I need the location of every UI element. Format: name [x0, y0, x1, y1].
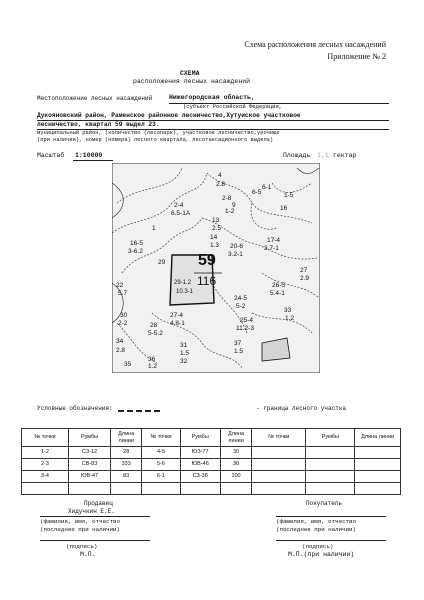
map-label: 1.5 [234, 348, 244, 355]
hint-line-1: муниципальный район, (количество (лесопарк), участковое лесничество,урочище [37, 130, 280, 136]
table-cell: 4-5 [142, 447, 180, 459]
map-label: 29-1.2 [174, 280, 192, 286]
forest-line: лесничество, квартал 59 выдел 23. [37, 121, 160, 128]
map-label: 3.2-1 [228, 251, 243, 258]
map-label: 5-2 [236, 303, 246, 310]
table-header: Длина линии [111, 429, 142, 447]
table-cell: 5-6 [142, 459, 180, 471]
map-label: 4 [218, 172, 222, 179]
map-label: 1.3 [210, 242, 220, 249]
table-cell [220, 483, 251, 495]
table-cell: 100 [220, 471, 251, 483]
table-cell: ЮЗ-77 [180, 447, 220, 459]
map-label: 2.8 [216, 181, 226, 188]
bearings-table [21, 428, 401, 495]
buyer-label: Покупатель [306, 500, 343, 507]
table-cell: 83 [111, 471, 142, 483]
table-cell: 30 [220, 459, 251, 471]
table-header: Длина линии [355, 429, 401, 447]
map-label: 1.2 [148, 363, 158, 370]
seller-name-underline [40, 516, 150, 517]
document-title: Схема расположения лесных насаждений [244, 40, 386, 49]
table-cell [142, 483, 180, 495]
table-header: Румбы [68, 429, 110, 447]
map-label: 5.7 [118, 290, 128, 297]
table-row [22, 471, 401, 483]
map-label: 6.5-1A [171, 210, 191, 217]
region-hint: (субъект Российской Федерации, [183, 103, 283, 110]
table-cell [252, 459, 306, 471]
table-cell [252, 447, 306, 459]
table-header: № точки [252, 429, 306, 447]
table-row [22, 447, 401, 459]
table-cell [252, 471, 306, 483]
map-label: 27-4 [170, 312, 184, 319]
map-label: 2.5 [212, 225, 222, 232]
table-header: № точки [142, 429, 180, 447]
map-label: 36 [148, 356, 156, 363]
table-header: Румбы [306, 429, 355, 447]
table-cell: ЮВ-47 [68, 471, 110, 483]
table-cell [111, 483, 142, 495]
seller-stamp: М.П. [80, 551, 96, 558]
legend-boundary-sample [118, 410, 160, 412]
region-value: Нижегородская область, [169, 94, 255, 101]
map-label: 14 [210, 234, 218, 241]
forest-map [112, 163, 320, 373]
map-label: 11.2-3 [236, 325, 254, 332]
map-label: 16-5 [130, 240, 144, 247]
map-label: 5-5.2 [148, 330, 163, 337]
map-label: 34 [116, 338, 124, 345]
map-label: 6-1 [262, 184, 272, 191]
map-label: 2-4 [174, 202, 184, 209]
buyer-hint-2: (последнее при наличии) [276, 526, 357, 533]
seller-hint-2: (последнее при наличии) [40, 526, 121, 533]
table-cell: 28 [111, 447, 142, 459]
map-label: 33 [284, 307, 292, 314]
table-cell: СЗ-12 [68, 447, 110, 459]
table-cell: 30 [220, 447, 251, 459]
table-cell [252, 483, 306, 495]
table-row [22, 483, 401, 495]
map-label: 35 [124, 361, 132, 368]
plot-number: 116 [197, 274, 217, 288]
table-cell [306, 483, 355, 495]
legend-boundary-label: - граница лесного участка [256, 405, 347, 412]
legend-label: Условные обозначения: [37, 405, 113, 412]
map-label: 2.9 [300, 275, 310, 282]
buyer-hint-1: (фамилия, имя, отчество [276, 518, 357, 525]
table-cell: ЮВ-46 [180, 459, 220, 471]
map-label: 10.3-1 [176, 289, 194, 295]
map-label: 1 [152, 225, 156, 232]
hint-line-2: (при наличии), номер (номера) лесного квартала, лесотаксационного выдела) [37, 137, 274, 143]
table-cell [306, 471, 355, 483]
buyer-stamp: М.П.(при наличии) [288, 551, 355, 558]
table-cell [355, 447, 401, 459]
map-label: 32 [180, 358, 188, 365]
table-cell [355, 483, 401, 495]
table-cell: СЗ-38 [180, 471, 220, 483]
map-label: 3.7-1 [264, 245, 279, 252]
map-label: 2-8 [222, 195, 232, 202]
map-label: 6-5 [252, 189, 262, 196]
scheme-title: СХЕМА [180, 70, 200, 77]
quarter-number: 59 [198, 252, 216, 269]
seller-sign-label: (подпись) [66, 543, 98, 550]
table-cell: 2-3 [22, 459, 69, 471]
map-label: 22 [116, 282, 124, 289]
map-label: 1-2 [225, 208, 235, 215]
table-cell: 6-1 [142, 471, 180, 483]
table-cell [355, 471, 401, 483]
table-cell: 3-4 [22, 471, 69, 483]
seller-label: Продавец [84, 500, 113, 507]
seller-sign-line [40, 540, 150, 541]
seller-hint-1: (фамилия, имя, отчество [40, 518, 121, 525]
appendix-number: Приложение № 2 [327, 52, 386, 61]
map-label: 29 [158, 259, 166, 266]
map-label: 1-5 [284, 192, 294, 199]
scale-underline [73, 160, 113, 161]
map-label: 25-4 [240, 317, 254, 324]
buyer-name-underline [276, 516, 386, 517]
area-value: 1,1 [317, 152, 329, 159]
table-header: Длина линии [220, 429, 251, 447]
area-unit: гектар [333, 152, 357, 159]
map-label: 31 [180, 342, 188, 349]
map-label: 13 [212, 217, 220, 224]
map-label: 20-6 [230, 243, 244, 250]
map-label: 30 [120, 312, 128, 319]
map-label: 28 [150, 322, 158, 329]
table-cell [355, 459, 401, 471]
area-label: Площадь [283, 152, 311, 159]
table-cell [306, 447, 355, 459]
table-cell: СВ-83 [68, 459, 110, 471]
map-label: 9 [232, 202, 236, 209]
map-label: 24-5 [234, 295, 248, 302]
table-row [22, 459, 401, 471]
location-label: Местоположение лесных насаждений [37, 95, 153, 102]
table-header-row [22, 429, 401, 447]
table-cell [68, 483, 110, 495]
table-cell: 1-2 [22, 447, 69, 459]
table-cell [22, 483, 69, 495]
table-header: Румбы [180, 429, 220, 447]
table-cell: 333 [111, 459, 142, 471]
scale-value: 1:10000 [75, 152, 103, 159]
seller-name: Хидучкин Е.Е. [68, 508, 115, 515]
map-label: 37 [234, 340, 242, 347]
map-label: 2-2 [118, 320, 128, 327]
table-cell [180, 483, 220, 495]
buyer-sign-line [276, 540, 386, 541]
buyer-sign-label: (подпись) [302, 543, 334, 550]
table-header: № точки [22, 429, 69, 447]
map-label: 1.2 [285, 315, 295, 322]
map-label: 2.8 [116, 347, 126, 354]
map-label: 3-6.2 [128, 248, 143, 255]
map-label: 26-5 [272, 282, 286, 289]
table-cell [306, 459, 355, 471]
district-line: Дукояновский район, Раменское районное лесничество,Хутуиское участковое [37, 112, 301, 119]
map-label: 1.5 [180, 350, 190, 357]
map-label: 5.4-1 [270, 290, 285, 297]
map-label: 27 [300, 267, 308, 274]
map-label: 4.8-1 [170, 320, 185, 327]
map-label: 16 [280, 205, 288, 212]
map-label: 17-4 [267, 237, 281, 244]
scale-label: Масштаб [37, 152, 65, 159]
scheme-subtitle: расположения лесных насаждений [133, 78, 251, 85]
